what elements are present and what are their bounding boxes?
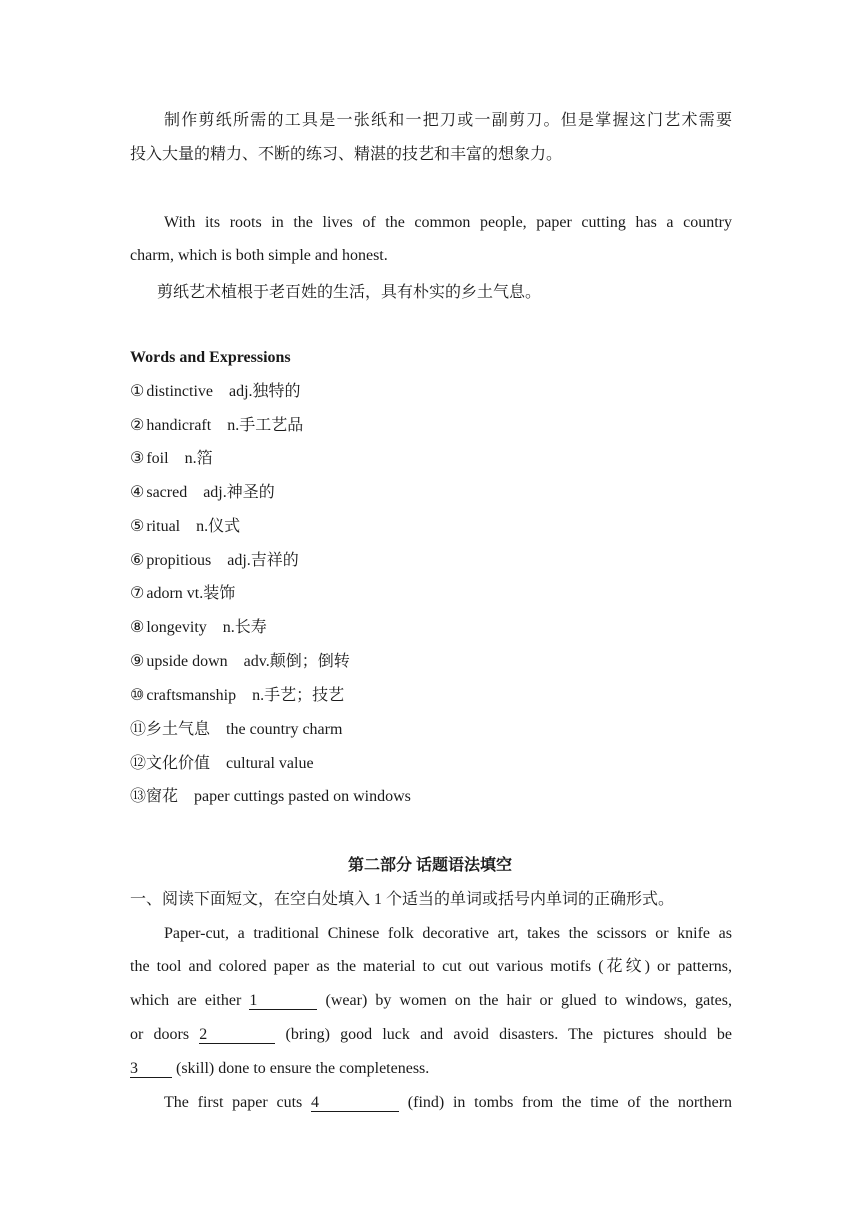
word-term: ritual: [146, 518, 181, 535]
word-term: sacred: [146, 484, 188, 501]
word-item: [130, 754, 314, 774]
word-number: ⑨: [130, 653, 145, 670]
word-number: ⑦: [130, 585, 145, 602]
para1-line2: 投入大量的精力、不断的练习、精湛的技艺和丰富的想象力。: [130, 146, 563, 163]
blank-2[interactable]: 2: [199, 1026, 275, 1044]
word-item: [130, 483, 275, 503]
word-term: 乡土气息: [146, 721, 211, 738]
word-item: [130, 449, 213, 469]
passage-text: The first paper cuts: [164, 1094, 303, 1111]
passage-text: (find) in tombs from the time of the northern: [407, 1094, 733, 1111]
word-number: ⑧: [130, 619, 145, 636]
word-meaning: adj.神圣的: [203, 484, 275, 501]
blank-1[interactable]: 1: [249, 992, 317, 1010]
word-term: craftsmanship: [146, 687, 237, 704]
word-item: [130, 652, 350, 672]
word-number: ①: [130, 383, 145, 400]
word-number: ③: [130, 450, 145, 467]
word-number: ④: [130, 484, 145, 501]
word-meaning: n.长寿: [222, 619, 267, 636]
passage-line: [130, 1093, 732, 1113]
passage-text: which are either: [130, 992, 242, 1009]
word-item: [130, 551, 299, 571]
word-item: [130, 584, 235, 604]
word-number: ⑥: [130, 552, 145, 569]
word-number: ⑤: [130, 518, 145, 535]
blank-4[interactable]: 4: [311, 1094, 399, 1112]
passage-text: or doors: [130, 1026, 190, 1043]
passage-line: [130, 991, 732, 1011]
words-heading: Words and Expressions: [130, 349, 291, 366]
word-meaning: adj.吉祥的: [227, 552, 299, 569]
word-item: [130, 686, 344, 706]
word-item: [130, 517, 240, 537]
word-term: upside down: [146, 653, 228, 670]
passage-text: (wear) by women on the hair or glued to windows, gates,: [325, 992, 732, 1009]
word-number: ⑬: [130, 788, 147, 805]
word-number: ⑩: [130, 687, 145, 704]
para2-line1: With its roots in the lives of the common people, paper cutting has a country: [164, 214, 732, 231]
word-term: propitious: [146, 552, 212, 569]
word-meaning: adv.颠倒；倒转: [243, 653, 350, 670]
word-item: [130, 787, 411, 807]
word-number: ⑫: [130, 755, 147, 772]
word-item: [130, 416, 303, 436]
word-item: [130, 382, 301, 402]
word-term: handicraft: [146, 417, 212, 434]
word-meaning: n.仪式: [196, 518, 241, 535]
passage-line: [130, 1025, 732, 1045]
word-meaning: n.手艺；技艺: [252, 687, 345, 704]
word-term: 文化价值: [146, 755, 211, 772]
word-item: [130, 618, 267, 638]
word-term: 窗花: [146, 788, 179, 805]
section-title: 第二部分 话题语法填空: [347, 857, 512, 874]
para2-translation: 剪纸艺术植根于老百姓的生活，具有朴实的乡土气息。: [157, 284, 542, 301]
word-meaning: n.箔: [184, 450, 213, 467]
word-term: distinctive: [146, 383, 213, 400]
passage-text: (skill) done to ensure the completeness.: [176, 1060, 430, 1077]
section-instruction: 一、阅读下面短文，在空白处填入 1 个适当的单词或括号内单词的正确形式。: [130, 891, 675, 908]
para2-line2: charm, which is both simple and honest.: [130, 247, 388, 264]
word-meaning: cultural value: [226, 755, 314, 772]
passage-text: (bring) good luck and avoid disasters. The pictures should be: [285, 1026, 733, 1043]
blank-3[interactable]: 3: [130, 1060, 172, 1078]
word-term: adorn vt.装饰: [146, 585, 236, 602]
word-meaning: paper cuttings pasted on windows: [194, 788, 411, 805]
word-meaning: the country charm: [226, 721, 343, 738]
passage-line: [130, 1059, 429, 1079]
word-term: foil: [146, 450, 169, 467]
passage-line: the tool and colored paper as the material to cut out various motifs (花纹) or patterns,: [130, 958, 732, 975]
passage-line: Paper-cut, a traditional Chinese folk decorative art, takes the scissors or knife as: [164, 925, 732, 942]
word-meaning: n.手工艺品: [227, 417, 304, 434]
word-number: ⑪: [130, 721, 147, 738]
para1-line1: 制作剪纸所需的工具是一张纸和一把刀或一副剪刀。但是掌握这门艺术需要: [164, 112, 732, 129]
word-number: ②: [130, 417, 145, 434]
word-term: longevity: [146, 619, 207, 636]
word-meaning: adj.独特的: [229, 383, 301, 400]
word-item: [130, 720, 342, 740]
